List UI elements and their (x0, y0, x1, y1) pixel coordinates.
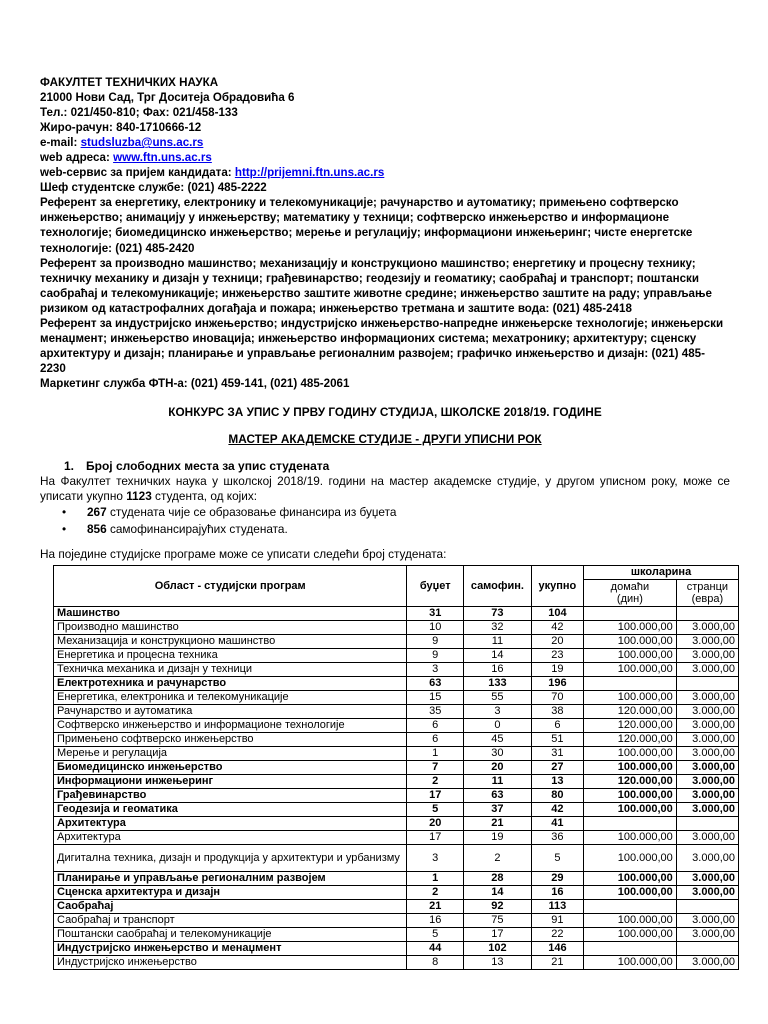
table-row (54, 621, 739, 635)
fee-domestic (584, 942, 677, 956)
fee-foreign: 3.000,00 (676, 886, 738, 900)
col-header-foreign (676, 580, 738, 607)
bullet-list (40, 504, 730, 537)
phone-fax: Тел.: 021/450-810; Фах: 021/458-133 (40, 106, 238, 120)
total-count: 16 (531, 886, 583, 900)
web-link[interactable]: www.ftn.uns.ac.rs (113, 151, 212, 165)
fee-domestic: 100.000,00 (584, 956, 677, 970)
program-name: Саобраћај (54, 900, 407, 914)
bullet-text: студената чије се образовање финансира из буџета (106, 505, 397, 520)
self-count: 14 (464, 886, 532, 900)
col-header-self: самофин. (464, 566, 532, 607)
self-count: 75 (464, 914, 532, 928)
total-count: 42 (531, 621, 583, 635)
budget-count: 6 (407, 719, 464, 733)
table-row (54, 956, 739, 970)
self-count: 11 (464, 635, 532, 649)
table-row (54, 845, 739, 872)
total-count: 146 (531, 942, 583, 956)
web-line (40, 150, 730, 165)
fee-domestic: 120.000,00 (584, 719, 677, 733)
table-header-row (54, 566, 739, 580)
self-count: 102 (464, 942, 532, 956)
self-count: 32 (464, 621, 532, 635)
budget-count: 9 (407, 649, 464, 663)
table-row (54, 886, 739, 900)
budget-count: 6 (407, 733, 464, 747)
table-row (54, 733, 739, 747)
budget-count: 9 (407, 635, 464, 649)
program-name: Примењено софтверско инжењерство (54, 733, 407, 747)
fee-domestic: 100.000,00 (584, 663, 677, 677)
section-title: Број слободних места за упис студената (86, 458, 330, 473)
fee-domestic: 120.000,00 (584, 705, 677, 719)
total-count: 22 (531, 928, 583, 942)
foreign-label: странци (686, 581, 729, 594)
foreign-unit: (евра) (691, 593, 724, 606)
program-name: Поштански саобраћај и телекомуникације (54, 928, 407, 942)
program-name: Индустријско инжењерство и менаџмент (54, 942, 407, 956)
table-row (54, 747, 739, 761)
self-count: 19 (464, 831, 532, 845)
fee-foreign: 3.000,00 (676, 789, 738, 803)
self-count: 0 (464, 719, 532, 733)
section-number: 1. (64, 458, 75, 473)
table-row (54, 914, 739, 928)
table-row (54, 719, 739, 733)
budget-count: 2 (407, 775, 464, 789)
program-name: Индустријско инжењерство (54, 956, 407, 970)
account: Жиро-рачун: 840-1710666-12 (40, 121, 202, 135)
fee-foreign: 3.000,00 (676, 956, 738, 970)
email-label: e-mail: (40, 136, 81, 150)
budget-count: 31 (407, 607, 464, 621)
bullet-text: самофинансирајућих студената. (106, 521, 288, 536)
fee-foreign: 3.000,00 (676, 845, 738, 872)
program-name: Софтверско инжењерство и информационе технологије (54, 719, 407, 733)
total-count: 20 (531, 635, 583, 649)
program-name: Производно машинство (54, 621, 407, 635)
col-header-total: укупно (531, 566, 583, 607)
address: 21000 Нови Сад, Трг Доситеја Обрадовића 6 (40, 91, 295, 105)
table-row (54, 677, 739, 691)
program-name: Архитектура (54, 831, 407, 845)
budget-count: 7 (407, 761, 464, 775)
table-row (54, 663, 739, 677)
fee-domestic: 100.000,00 (584, 886, 677, 900)
total-count: 104 (531, 607, 583, 621)
domestic-unit: (дин) (616, 593, 643, 606)
fee-domestic: 100.000,00 (584, 928, 677, 942)
fee-foreign: 3.000,00 (676, 649, 738, 663)
fee-foreign: 3.000,00 (676, 775, 738, 789)
bullet-icon: • (62, 521, 67, 536)
program-name: Геодезија и геоматика (54, 803, 407, 817)
budget-count: 8 (407, 956, 464, 970)
program-name: Грађевинарство (54, 789, 407, 803)
fee-domestic: 100.000,00 (584, 803, 677, 817)
fee-foreign: 3.000,00 (676, 719, 738, 733)
section-paragraph (40, 474, 730, 504)
faculty-name: ФАКУЛТЕТ ТЕХНИЧКИХ НАУКА (40, 76, 219, 89)
webservice-label: web-сервис за пријем кандидата: (40, 166, 235, 180)
table-row (54, 942, 739, 956)
program-name: Електротехника и рачунарство (54, 677, 407, 691)
budget-count: 21 (407, 900, 464, 914)
budget-count: 3 (407, 663, 464, 677)
contact-line: Референт за индустријско инжењерство; индустријско инжењерство-напредне инжењерске технологије; инжењерски менаџмент; инжењерство иновација; инжењерство информационих система; мехатронику; архитектуру; сценску архитектуру и дизајн; планирање и управљање регионалним развојем; графичко инжењерство и дизајн: (021) 485-2230 (40, 316, 724, 375)
self-count: 13 (464, 956, 532, 970)
fee-domestic: 100.000,00 (584, 845, 677, 872)
table-intro: На поједине студијске програме може се уписати следећи број студената: (40, 547, 447, 562)
para-text: студента, од којих: (151, 489, 258, 504)
bullet-number: 267 (87, 505, 107, 520)
program-name: Саобраћај и транспорт (54, 914, 407, 928)
email-link[interactable]: studsluzba@uns.ac.rs (80, 136, 204, 150)
table-row (54, 789, 739, 803)
self-count: 14 (464, 649, 532, 663)
total-count: 31 (531, 747, 583, 761)
self-count: 28 (464, 872, 532, 886)
fee-domestic: 100.000,00 (584, 635, 677, 649)
fee-domestic: 100.000,00 (584, 914, 677, 928)
budget-count: 5 (407, 803, 464, 817)
web-label: web адреса: (40, 151, 114, 165)
contact-header (40, 75, 730, 391)
budget-count: 10 (407, 621, 464, 635)
fee-domestic: 100.000,00 (584, 831, 677, 845)
total-count: 6 (531, 719, 583, 733)
fee-foreign: 3.000,00 (676, 705, 738, 719)
fee-domestic: 100.000,00 (584, 761, 677, 775)
fee-domestic (584, 817, 677, 831)
fee-foreign: 3.000,00 (676, 635, 738, 649)
program-name: Механизација и конструкционо машинство (54, 635, 407, 649)
document-page (40, 0, 735, 970)
self-count: 17 (464, 928, 532, 942)
contact-line: Шеф студентске службе: (021) 485-2222 (40, 181, 267, 195)
budget-count: 17 (407, 789, 464, 803)
total-count: 70 (531, 691, 583, 705)
table-row (54, 817, 739, 831)
fee-foreign (676, 607, 738, 621)
budget-count: 1 (407, 747, 464, 761)
program-name: Машинство (54, 607, 407, 621)
budget-count: 20 (407, 817, 464, 831)
email-line (40, 135, 730, 150)
table-row (54, 691, 739, 705)
fee-foreign (676, 900, 738, 914)
table-row (54, 928, 739, 942)
self-count: 2 (464, 845, 532, 872)
total-count: 80 (531, 789, 583, 803)
fee-foreign: 3.000,00 (676, 621, 738, 635)
self-count: 20 (464, 761, 532, 775)
self-count: 63 (464, 789, 532, 803)
section-heading (40, 459, 730, 474)
table-row (54, 761, 739, 775)
col-header-budget: буџет (407, 566, 464, 607)
budget-count: 5 (407, 928, 464, 942)
fee-foreign: 3.000,00 (676, 691, 738, 705)
fee-foreign: 3.000,00 (676, 761, 738, 775)
fee-foreign: 3.000,00 (676, 663, 738, 677)
competition-subtitle: МАСТЕР АКАДЕМСКЕ СТУДИЈЕ - ДРУГИ УПИСНИ РОК (228, 431, 542, 446)
fee-domestic: 100.000,00 (584, 872, 677, 886)
self-count: 11 (464, 775, 532, 789)
budget-count: 3 (407, 845, 464, 872)
fee-foreign (676, 817, 738, 831)
webservice-link[interactable]: http://prijemni.ftn.uns.ac.rs (234, 166, 385, 180)
self-count: 92 (464, 900, 532, 914)
program-name: Дигитална техника, дизајн и продукција у архитектури и урбанизму (54, 845, 407, 872)
fee-foreign: 3.000,00 (676, 803, 738, 817)
self-count: 73 (464, 607, 532, 621)
col-header-area: Област - студијски програм (54, 566, 407, 607)
fee-domestic: 100.000,00 (584, 621, 677, 635)
budget-count: 2 (407, 886, 464, 900)
total-count: 23 (531, 649, 583, 663)
program-name: Енергетика, електроника и телекомуникације (54, 691, 407, 705)
program-name: Енергетика и процесна техника (54, 649, 407, 663)
budget-count: 17 (407, 831, 464, 845)
list-item (40, 521, 730, 538)
table-row (54, 872, 739, 886)
total-count: 13 (531, 775, 583, 789)
total-count: 51 (531, 733, 583, 747)
table-row (54, 635, 739, 649)
webservice-line (40, 165, 730, 180)
total-count: 27 (531, 761, 583, 775)
total-count: 42 (531, 803, 583, 817)
domestic-label: домаћи (610, 581, 650, 594)
program-name: Мерење и регулација (54, 747, 407, 761)
contact-line: Референт за енергетику, електронику и телекомуникације; рачунарство и аутоматику; примењено софтверско инжењерство; анимацију у инжењерству; математику у техници; софтверско инжењерство и информационе технологије; биомедицинско инжењерство; мерење и регулацију; информациони инжењеринг; чисте енергетске технологије: (021) 485-2420 (40, 196, 693, 255)
total-count: 196 (531, 677, 583, 691)
fee-foreign: 3.000,00 (676, 928, 738, 942)
total-count: 1123 (126, 489, 152, 504)
fee-foreign: 3.000,00 (676, 914, 738, 928)
fee-domestic: 120.000,00 (584, 775, 677, 789)
total-count: 29 (531, 872, 583, 886)
table-row (54, 831, 739, 845)
total-count: 41 (531, 817, 583, 831)
self-count: 30 (464, 747, 532, 761)
fee-foreign (676, 677, 738, 691)
table-row (54, 649, 739, 663)
table-row (54, 705, 739, 719)
self-count: 21 (464, 817, 532, 831)
self-count: 45 (464, 733, 532, 747)
bullet-number: 856 (87, 521, 107, 536)
program-name: Планирање и управљање регионалним развојем (54, 872, 407, 886)
budget-count: 35 (407, 705, 464, 719)
table-row (54, 607, 739, 621)
self-count: 37 (464, 803, 532, 817)
budget-count: 1 (407, 872, 464, 886)
fee-domestic: 100.000,00 (584, 789, 677, 803)
budget-count: 63 (407, 677, 464, 691)
competition-title: КОНКУРС ЗА УПИС У ПРВУ ГОДИНУ СТУДИЈА, ШКОЛСКЕ 2018/19. ГОДИНЕ (168, 404, 602, 419)
fee-foreign: 3.000,00 (676, 872, 738, 886)
fee-foreign: 3.000,00 (676, 831, 738, 845)
fee-domestic: 120.000,00 (584, 733, 677, 747)
total-count: 19 (531, 663, 583, 677)
fee-domestic: 100.000,00 (584, 649, 677, 663)
self-count: 3 (464, 705, 532, 719)
self-count: 16 (464, 663, 532, 677)
program-name: Информациони инжењеринг (54, 775, 407, 789)
col-header-fee: школарина (584, 566, 739, 580)
fee-domestic (584, 900, 677, 914)
enrollment-table (53, 565, 739, 970)
col-header-domestic (584, 580, 677, 607)
fee-foreign: 3.000,00 (676, 733, 738, 747)
fee-domestic (584, 607, 677, 621)
fee-domestic: 100.000,00 (584, 691, 677, 705)
total-count: 91 (531, 914, 583, 928)
total-count: 36 (531, 831, 583, 845)
total-count: 38 (531, 705, 583, 719)
program-name: Биомедицинско инжењерство (54, 761, 407, 775)
total-count: 21 (531, 956, 583, 970)
contact-line: Референт за производно машинство; механизацију и конструкционо машинство; енергетику и процесну технику; техничку механику и дизајн у техници; грађевинарство; геодезију и геоматику; саобраћај и транспорт; поштански саобраћај и телекомуникације; инжењерство заштите животне средине; инжењерство заштите на раду; управљање ризиком од катастрофалних догађаја и пожара; инжењерство третмана и заштите вода: (021) 485-2418 (40, 256, 712, 315)
budget-count: 44 (407, 942, 464, 956)
fee-domestic (584, 677, 677, 691)
total-count: 113 (531, 900, 583, 914)
contact-line: Маркетинг служба ФТН-а: (021) 459-141, (021) 485-2061 (40, 376, 350, 390)
program-name: Сценска архитектура и дизајн (54, 886, 407, 900)
bullet-icon: • (62, 505, 67, 520)
fee-foreign (676, 942, 738, 956)
self-count: 55 (464, 691, 532, 705)
table-row (54, 803, 739, 817)
total-count: 5 (531, 845, 583, 872)
program-name: Архитектура (54, 817, 407, 831)
table-row (54, 900, 739, 914)
fee-foreign: 3.000,00 (676, 747, 738, 761)
table-row (54, 775, 739, 789)
fee-domestic: 100.000,00 (584, 747, 677, 761)
section-1 (40, 459, 730, 562)
self-count: 133 (464, 677, 532, 691)
budget-count: 16 (407, 914, 464, 928)
para-text: На Факултет техничких наука у школској 2018/19. години на мастер академске студије, у другом уписном року, може се уписати укупно (40, 473, 730, 504)
program-name: Техничка механика и дизајн у техници (54, 663, 407, 677)
list-item (40, 504, 730, 521)
program-name: Рачунарство и аутоматика (54, 705, 407, 719)
budget-count: 15 (407, 691, 464, 705)
